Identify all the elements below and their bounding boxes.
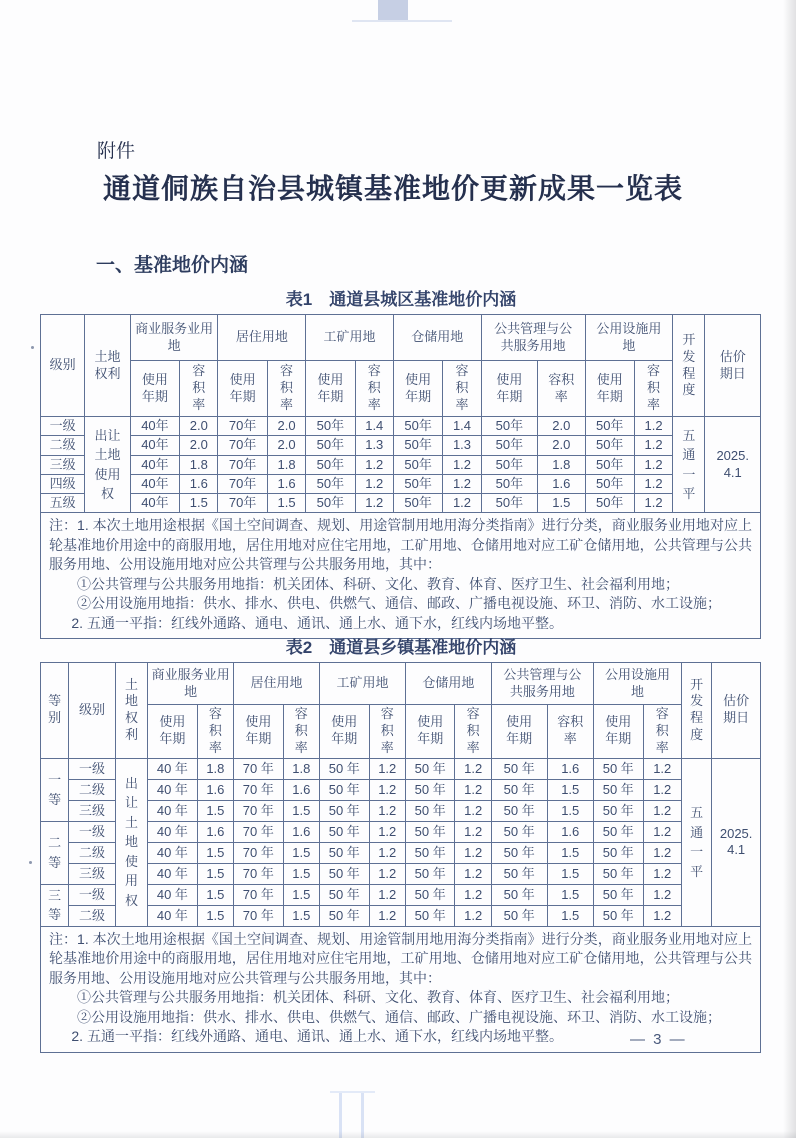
header-land-use-group: 公共管理与公共服务用地	[481, 315, 585, 361]
note-line: ①公共管理与公共服务用地指：机关团体、科研、文化、教育、体育、医疗卫生、社会福利用地；	[77, 989, 679, 1006]
floor-area-ratio-cell: 1.5	[547, 779, 594, 800]
use-term-cell: 70年	[218, 436, 267, 455]
floor-area-ratio-cell: 1.2	[455, 821, 491, 842]
floor-area-ratio-cell: 1.6	[283, 779, 319, 800]
floor-area-ratio-cell: 1.5	[197, 863, 233, 884]
land-right-cell: 出让土地使用权	[85, 417, 130, 513]
floor-area-ratio-cell: 1.5	[283, 905, 319, 926]
floor-area-ratio-cell: 1.2	[369, 779, 405, 800]
floor-area-ratio-cell: 1.2	[355, 474, 393, 493]
floor-area-ratio-cell: 2.0	[267, 436, 305, 455]
floor-area-ratio-cell: 1.6	[283, 821, 319, 842]
development-degree-cell: 五通一平	[681, 758, 711, 926]
use-term-cell: 50 年	[594, 863, 644, 884]
header-floor-area-ratio: 容积率	[538, 361, 585, 417]
floor-area-ratio-cell: 1.2	[355, 494, 393, 513]
floor-area-ratio-cell: 1.2	[634, 494, 672, 513]
use-term-cell: 50 年	[594, 905, 644, 926]
floor-area-ratio-cell: 1.2	[369, 821, 405, 842]
scan-artifact-top	[378, 0, 408, 20]
floor-area-ratio-cell: 1.6	[267, 474, 305, 493]
valuation-date-cell: 2025. 4.1	[712, 758, 761, 926]
valuation-date-cell: 2025. 4.1	[705, 417, 761, 513]
floor-area-ratio-cell: 1.4	[443, 417, 481, 436]
use-term-cell: 50 年	[491, 821, 547, 842]
floor-area-ratio-cell: 1.4	[355, 417, 393, 436]
table-row	[41, 474, 761, 493]
header-development-degree: 开发程度	[673, 315, 705, 417]
use-term-cell: 40 年	[148, 779, 198, 800]
use-term-cell: 50 年	[320, 800, 370, 821]
use-term-cell: 50 年	[594, 779, 644, 800]
use-term-cell: 50 年	[594, 821, 644, 842]
floor-area-ratio-cell: 1.2	[455, 905, 491, 926]
header-use-term: 使用年期	[218, 361, 267, 417]
grade-cell: 二等	[41, 821, 69, 884]
floor-area-ratio-cell: 1.2	[369, 863, 405, 884]
note-line: ②公用设施用地指：供水、排水、供电、供燃气、通信、邮政、广播电视设施、环卫、消防、水工设施；	[77, 1008, 721, 1025]
table1-city-benchmark-price	[40, 314, 761, 513]
use-term-cell: 40 年	[148, 800, 198, 821]
table1-notes	[40, 513, 761, 639]
use-term-cell: 50 年	[320, 842, 370, 863]
floor-area-ratio-cell: 1.8	[267, 455, 305, 474]
scan-edge-shadow-bottom	[0, 1131, 796, 1138]
header-use-term: 使用年期	[148, 705, 198, 759]
header-level: 级别	[69, 663, 116, 759]
use-term-cell: 50年	[393, 474, 442, 493]
grade-cell: 三等	[41, 884, 69, 926]
use-term-cell: 50年	[393, 494, 442, 513]
floor-area-ratio-cell: 1.2	[369, 842, 405, 863]
table-row	[41, 884, 761, 905]
header-use-term: 使用年期	[405, 705, 455, 759]
table-row	[41, 800, 761, 821]
use-term-cell: 50 年	[405, 779, 455, 800]
floor-area-ratio-cell: 1.2	[643, 800, 681, 821]
level-cell: 一级	[69, 884, 116, 905]
header-development-degree: 开发程度	[681, 663, 711, 759]
use-term-cell: 50 年	[491, 863, 547, 884]
header-grade: 等别	[41, 663, 69, 759]
floor-area-ratio-cell: 1.2	[455, 863, 491, 884]
table2-caption: 表2 通道县乡镇基准地价内涵	[285, 638, 517, 657]
use-term-cell: 50年	[306, 455, 355, 474]
header-land-use-group: 商业服务业用地	[130, 315, 218, 361]
use-term-cell: 40 年	[148, 821, 198, 842]
scan-speck	[31, 346, 34, 349]
section-heading: 一、基准地价内涵	[96, 255, 249, 276]
floor-area-ratio-cell: 1.8	[538, 455, 585, 474]
floor-area-ratio-cell: 1.2	[443, 494, 481, 513]
use-term-cell: 70 年	[234, 800, 284, 821]
level-cell: 三级	[69, 800, 116, 821]
document-title: 通道侗族自治县城镇基准地价更新成果一览表	[103, 174, 684, 205]
floor-area-ratio-cell: 1.6	[180, 474, 218, 493]
use-term-cell: 50年	[306, 494, 355, 513]
table1-caption: 表1 通道县城区基准地价内涵	[285, 290, 517, 309]
floor-area-ratio-cell: 1.5	[547, 905, 594, 926]
floor-area-ratio-cell: 1.5	[283, 800, 319, 821]
floor-area-ratio-cell: 1.2	[369, 905, 405, 926]
header-use-term: 使用年期	[393, 361, 442, 417]
use-term-cell: 70 年	[234, 779, 284, 800]
floor-area-ratio-cell: 1.2	[455, 800, 491, 821]
floor-area-ratio-cell: 1.6	[197, 821, 233, 842]
header-use-term: 使用年期	[306, 361, 355, 417]
use-term-cell: 50 年	[320, 863, 370, 884]
header-land-use-group: 居住用地	[234, 663, 320, 705]
floor-area-ratio-cell: 1.5	[283, 884, 319, 905]
use-term-cell: 40年	[130, 474, 179, 493]
use-term-cell: 70年	[218, 417, 267, 436]
header-floor-area-ratio: 容积率	[643, 705, 681, 759]
floor-area-ratio-cell: 1.2	[455, 758, 491, 779]
floor-area-ratio-cell: 1.2	[369, 884, 405, 905]
header-land-use-group: 工矿用地	[306, 315, 394, 361]
header-use-term: 使用年期	[585, 361, 634, 417]
use-term-cell: 70年	[218, 494, 267, 513]
note-line: ①公共管理与公共服务用地指：机关团体、科研、文化、教育、体育、医疗卫生、社会福利用地；	[77, 575, 679, 592]
floor-area-ratio-cell: 1.2	[643, 905, 681, 926]
table-row	[41, 821, 761, 842]
floor-area-ratio-cell: 1.2	[443, 474, 481, 493]
level-cell: 三级	[41, 455, 85, 474]
development-degree-cell: 五通一平	[673, 417, 705, 513]
table-row	[41, 455, 761, 474]
use-term-cell: 50年	[393, 436, 442, 455]
header-land-use-group: 公共管理与公共服务用地	[491, 663, 593, 705]
level-cell: 二级	[69, 779, 116, 800]
header-valuation-date: 估价期日	[712, 663, 761, 759]
header-land-use-group: 居住用地	[218, 315, 306, 361]
header-floor-area-ratio: 容积率	[369, 705, 405, 759]
header-floor-area-ratio: 容积率	[455, 705, 491, 759]
floor-area-ratio-cell: 1.2	[455, 779, 491, 800]
use-term-cell: 50 年	[320, 758, 370, 779]
table2-block	[40, 633, 762, 1053]
use-term-cell: 50 年	[320, 905, 370, 926]
use-term-cell: 50年	[585, 455, 634, 474]
header-land-right: 土地权利	[115, 663, 147, 759]
floor-area-ratio-cell: 1.2	[634, 474, 672, 493]
scan-edge-shadow-right	[783, 0, 796, 1138]
table-row	[41, 494, 761, 513]
header-land-use-group: 公用设施用地	[585, 315, 673, 361]
floor-area-ratio-cell: 1.5	[547, 842, 594, 863]
header-land-use-group: 商业服务业用地	[148, 663, 234, 705]
use-term-cell: 50年	[306, 417, 355, 436]
scan-artifact-top-line	[352, 20, 452, 22]
table-row	[41, 436, 761, 455]
floor-area-ratio-cell: 1.5	[197, 905, 233, 926]
use-term-cell: 50 年	[594, 800, 644, 821]
level-cell: 五级	[41, 494, 85, 513]
use-term-cell: 50 年	[405, 842, 455, 863]
floor-area-ratio-cell: 1.2	[643, 884, 681, 905]
use-term-cell: 50 年	[320, 779, 370, 800]
use-term-cell: 50年	[585, 494, 634, 513]
floor-area-ratio-cell: 1.3	[443, 436, 481, 455]
floor-area-ratio-cell: 1.2	[643, 758, 681, 779]
use-term-cell: 40 年	[148, 842, 198, 863]
floor-area-ratio-cell: 1.2	[355, 455, 393, 474]
use-term-cell: 70 年	[234, 821, 284, 842]
table1-block	[40, 285, 762, 639]
floor-area-ratio-cell: 1.2	[369, 758, 405, 779]
header-floor-area-ratio: 容积率	[547, 705, 594, 759]
use-term-cell: 50年	[481, 474, 537, 493]
header-land-use-group: 仓储用地	[393, 315, 481, 361]
header-use-term: 使用年期	[320, 705, 370, 759]
use-term-cell: 50 年	[491, 905, 547, 926]
floor-area-ratio-cell: 1.8	[180, 455, 218, 474]
table-row	[41, 905, 761, 926]
use-term-cell: 50 年	[405, 884, 455, 905]
table-row	[41, 758, 761, 779]
header-level: 级别	[41, 315, 85, 417]
floor-area-ratio-cell: 2.0	[180, 417, 218, 436]
use-term-cell: 40年	[130, 455, 179, 474]
use-term-cell: 50年	[306, 436, 355, 455]
use-term-cell: 50 年	[405, 758, 455, 779]
floor-area-ratio-cell: 1.8	[283, 758, 319, 779]
table-row	[41, 842, 761, 863]
note-line: 注：1. 本次土地用途根据《国土空间调查、规划、用途管制用地用海分类指南》进行分类，商业服务业用地对应上轮基准地价用途中的商服用地，居住用地对应住宅用地，工矿用地、仓储用地对应工矿仓储用地，公共管理与公共服务用地、公用设施用地对应公共管理与公共服务用地，其中：	[49, 517, 752, 573]
use-term-cell: 50年	[393, 455, 442, 474]
level-cell: 二级	[41, 436, 85, 455]
level-cell: 一级	[41, 417, 85, 436]
page-number: — 3 —	[630, 1031, 687, 1048]
floor-area-ratio-cell: 1.5	[180, 494, 218, 513]
header-land-use-group: 公用设施用地	[594, 663, 682, 705]
floor-area-ratio-cell: 1.5	[547, 863, 594, 884]
use-term-cell: 50 年	[594, 884, 644, 905]
floor-area-ratio-cell: 1.6	[538, 474, 585, 493]
use-term-cell: 50 年	[405, 863, 455, 884]
use-term-cell: 40年	[130, 436, 179, 455]
floor-area-ratio-cell: 2.0	[267, 417, 305, 436]
floor-area-ratio-cell: 1.2	[634, 455, 672, 474]
use-term-cell: 40 年	[148, 758, 198, 779]
use-term-cell: 50年	[585, 436, 634, 455]
floor-area-ratio-cell: 1.3	[355, 436, 393, 455]
floor-area-ratio-cell: 1.5	[538, 494, 585, 513]
use-term-cell: 70 年	[234, 884, 284, 905]
floor-area-ratio-cell: 1.5	[547, 800, 594, 821]
use-term-cell: 50 年	[594, 842, 644, 863]
floor-area-ratio-cell: 1.8	[197, 758, 233, 779]
use-term-cell: 50 年	[405, 800, 455, 821]
use-term-cell: 70年	[218, 474, 267, 493]
use-term-cell: 50年	[585, 474, 634, 493]
floor-area-ratio-cell: 1.2	[643, 821, 681, 842]
use-term-cell: 70 年	[234, 842, 284, 863]
attachment-label: 附件	[97, 141, 136, 162]
floor-area-ratio-cell: 1.2	[455, 842, 491, 863]
use-term-cell: 50 年	[405, 821, 455, 842]
use-term-cell: 50年	[306, 474, 355, 493]
floor-area-ratio-cell: 2.0	[180, 436, 218, 455]
header-floor-area-ratio: 容积率	[180, 361, 218, 417]
header-valuation-date: 估价期日	[705, 315, 761, 417]
use-term-cell: 50 年	[320, 821, 370, 842]
floor-area-ratio-cell: 2.0	[538, 436, 585, 455]
table-row	[41, 863, 761, 884]
grade-cell: 一等	[41, 758, 69, 821]
level-cell: 一级	[69, 758, 116, 779]
use-term-cell: 50年	[481, 436, 537, 455]
floor-area-ratio-cell: 1.5	[547, 884, 594, 905]
header-floor-area-ratio: 容积率	[267, 361, 305, 417]
land-right-cell: 出让土地使用权	[115, 758, 147, 926]
scan-artifact-bottom-tick	[330, 1091, 375, 1093]
floor-area-ratio-cell: 1.5	[283, 842, 319, 863]
use-term-cell: 70 年	[234, 905, 284, 926]
use-term-cell: 50年	[481, 455, 537, 474]
use-term-cell: 70年	[218, 455, 267, 474]
table-row	[41, 417, 761, 436]
header-use-term: 使用年期	[594, 705, 644, 759]
header-land-right: 土地权利	[85, 315, 130, 417]
table2-township-benchmark-price	[40, 662, 761, 927]
use-term-cell: 50 年	[405, 905, 455, 926]
floor-area-ratio-cell: 1.6	[547, 821, 594, 842]
use-term-cell: 50 年	[491, 842, 547, 863]
header-floor-area-ratio: 容积率	[197, 705, 233, 759]
use-term-cell: 50 年	[594, 758, 644, 779]
floor-area-ratio-cell: 1.2	[455, 884, 491, 905]
scan-speck	[29, 861, 32, 864]
floor-area-ratio-cell: 1.6	[197, 779, 233, 800]
level-cell: 二级	[69, 842, 116, 863]
header-land-use-group: 仓储用地	[405, 663, 491, 705]
use-term-cell: 70 年	[234, 863, 284, 884]
header-floor-area-ratio: 容积率	[443, 361, 481, 417]
floor-area-ratio-cell: 1.5	[267, 494, 305, 513]
use-term-cell: 40 年	[148, 863, 198, 884]
use-term-cell: 70 年	[234, 758, 284, 779]
floor-area-ratio-cell: 1.2	[634, 436, 672, 455]
floor-area-ratio-cell: 1.2	[643, 863, 681, 884]
floor-area-ratio-cell: 1.5	[197, 842, 233, 863]
use-term-cell: 50 年	[491, 758, 547, 779]
note-line: 2. 五通一平指：红线外通路、通电、通讯、通上水、通下水，红线内场地平整。	[71, 1028, 563, 1045]
floor-area-ratio-cell: 2.0	[538, 417, 585, 436]
floor-area-ratio-cell: 1.2	[443, 455, 481, 474]
use-term-cell: 50 年	[491, 800, 547, 821]
note-line: 注：1. 本次土地用途根据《国土空间调查、规划、用途管制用地用海分类指南》进行分类，商业服务业用地对应上轮基准地价用途中的商服用地，居住用地对应住宅用地，工矿用地、仓储用地对应工矿仓储用地，公共管理与公共服务用地、公用设施用地对应公共管理与公共服务用地，其中：	[49, 930, 752, 986]
use-term-cell: 50年	[481, 494, 537, 513]
level-cell: 三级	[69, 863, 116, 884]
floor-area-ratio-cell: 1.2	[643, 842, 681, 863]
header-use-term: 使用年期	[481, 361, 537, 417]
use-term-cell: 50年	[585, 417, 634, 436]
level-cell: 四级	[41, 474, 85, 493]
use-term-cell: 40 年	[148, 884, 198, 905]
floor-area-ratio-cell: 1.5	[283, 863, 319, 884]
floor-area-ratio-cell: 1.5	[197, 884, 233, 905]
header-floor-area-ratio: 容积率	[283, 705, 319, 759]
use-term-cell: 40年	[130, 494, 179, 513]
floor-area-ratio-cell: 1.2	[369, 800, 405, 821]
use-term-cell: 50 年	[491, 779, 547, 800]
use-term-cell: 50 年	[320, 884, 370, 905]
note-line: ②公用设施用地指：供水、排水、供电、供燃气、通信、邮政、广播电视设施、环卫、消防、水工设施；	[77, 595, 721, 612]
floor-area-ratio-cell: 1.2	[643, 779, 681, 800]
floor-area-ratio-cell: 1.6	[547, 758, 594, 779]
header-use-term: 使用年期	[130, 361, 179, 417]
header-floor-area-ratio: 容积率	[355, 361, 393, 417]
header-use-term: 使用年期	[491, 705, 547, 759]
level-cell: 一级	[69, 821, 116, 842]
header-floor-area-ratio: 容积率	[634, 361, 672, 417]
level-cell: 二级	[69, 905, 116, 926]
table-row	[41, 779, 761, 800]
header-use-term: 使用年期	[234, 705, 284, 759]
floor-area-ratio-cell: 1.2	[634, 417, 672, 436]
use-term-cell: 50年	[481, 417, 537, 436]
floor-area-ratio-cell: 1.5	[197, 800, 233, 821]
use-term-cell: 50 年	[491, 884, 547, 905]
note-line: 2. 五通一平指：红线外通路、通电、通讯、通上水、通下水，红线内场地平整。	[71, 614, 563, 631]
use-term-cell: 40 年	[148, 905, 198, 926]
header-land-use-group: 工矿用地	[320, 663, 406, 705]
use-term-cell: 50年	[393, 417, 442, 436]
use-term-cell: 40年	[130, 417, 179, 436]
